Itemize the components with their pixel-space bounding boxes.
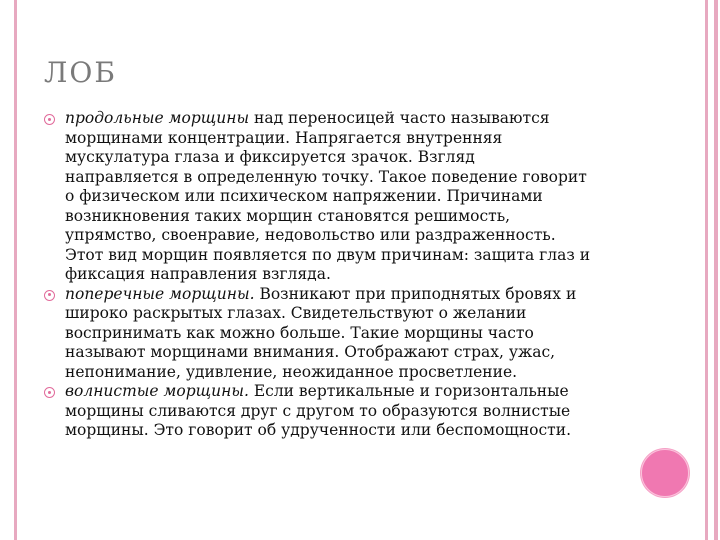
bullet-item-longitudinal xyxy=(44,109,592,285)
bullet-circle-icon xyxy=(44,387,55,398)
bullet-text: над переносицей часто называются морщинами концентрации. Напрягается внутренняя мускулатура глаза и фиксируется зрачок. Взгляд направляется в определенную точку. Такое поведение говорит о физическом или психическом напряжении. Причинами возникновения таких морщин становятся решимость, упрямство, своенравие, недовольство или раздраженность. Этот вид морщин появляется по двум причинам: защита глаз и фиксация направления взгляда. xyxy=(65,109,591,283)
bullet-term: волнистые морщины. xyxy=(65,382,249,400)
bullet-circle-icon xyxy=(44,114,55,125)
bullet-item-wavy xyxy=(44,382,592,441)
left-frame-line xyxy=(14,0,17,540)
bullet-text: Если вертикальные и горизонтальные морщины сливаются друг с другом то образуются волнистые морщины. Это говорит об удрученности или беспомощности. xyxy=(65,382,572,439)
bullet-item-transverse xyxy=(44,285,592,383)
bullet-list xyxy=(44,109,592,441)
bullet-term: поперечные морщины. xyxy=(65,284,255,303)
bullet-term: продольные морщины xyxy=(65,109,250,127)
bullet-text: Возникают при приподнятых бровях и широко раскрытых глазах. Свидетельствуют о желании воспринимать как можно больше. Такие морщины часто называют морщинами внимания. Отображают страх, ужас, непонимание, удивление, неожиданное просветление. xyxy=(65,284,577,381)
bullet-circle-icon xyxy=(44,290,55,301)
right-frame-inner-line xyxy=(705,0,708,540)
decorative-pink-circle xyxy=(641,449,689,497)
right-frame-outer-line xyxy=(714,0,718,540)
slide-title: ЛОБ xyxy=(44,56,117,89)
